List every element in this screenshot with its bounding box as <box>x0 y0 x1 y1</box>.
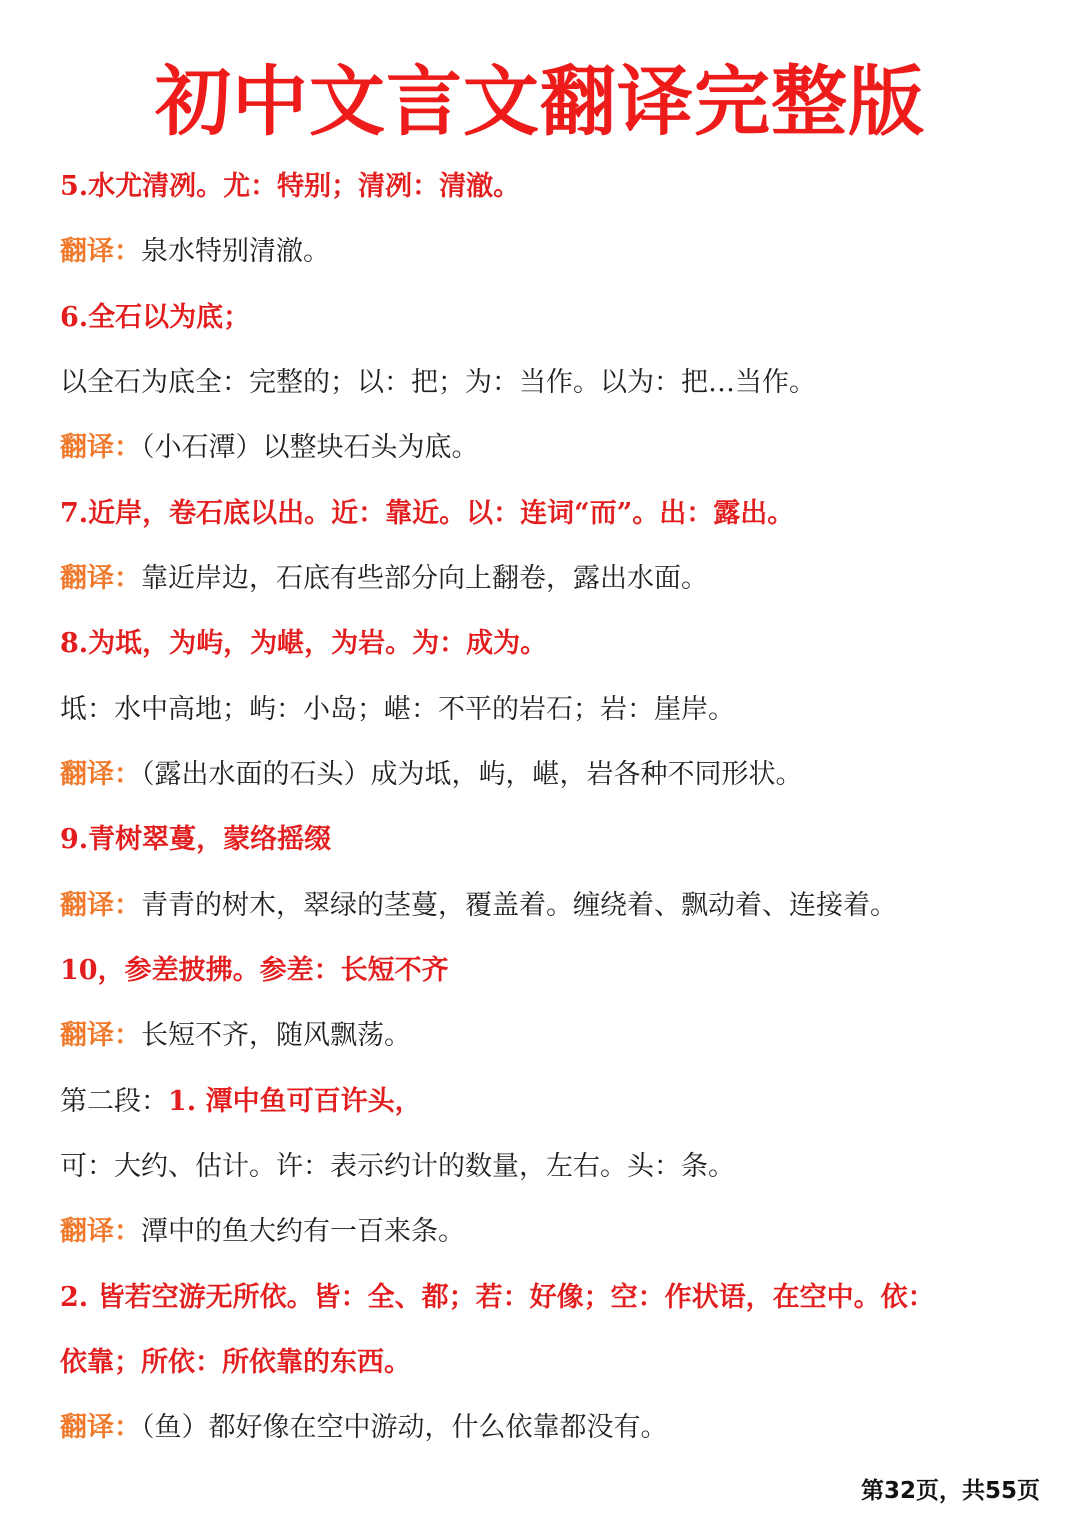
translation-label: 翻译： <box>60 890 141 921</box>
body-text: 第二段： <box>60 1086 168 1117</box>
text-line <box>60 1145 735 1189</box>
source-text: 5.水尤清冽。尤：特别；清冽：清澈。 <box>60 171 521 202</box>
text-line <box>60 1341 411 1385</box>
text-line <box>60 1210 465 1254</box>
text-line <box>60 1406 668 1450</box>
body-text: （露出水面的石头）成为坻，屿，嵁，岩各种不同形状。 <box>141 759 803 790</box>
page-title: 初中文言文翻译完整版 <box>155 57 925 146</box>
translation-label: 翻译： <box>60 236 141 267</box>
text-line <box>60 296 250 340</box>
source-text: 10，参差披拂。参差：长短不齐 <box>60 955 449 986</box>
translation-label: 翻译： <box>60 1216 141 1247</box>
text-line <box>60 688 735 732</box>
text-line <box>60 884 897 928</box>
source-text: 1. 潭中鱼可百许头， <box>168 1086 422 1117</box>
translation-label: 翻译： <box>60 432 141 463</box>
source-text: 7.近岸，卷石底以出。近：靠近。以：连词“而”。出：露出。 <box>60 498 795 529</box>
text-line <box>60 361 816 405</box>
translation-label: 翻译： <box>60 1020 141 1051</box>
text-line <box>60 949 449 993</box>
text-line <box>60 557 708 601</box>
text-line <box>60 165 520 209</box>
text-line <box>60 818 331 862</box>
translation-label: 翻译： <box>60 563 141 594</box>
translation-label: 翻译： <box>60 759 141 790</box>
text-line <box>60 1014 411 1058</box>
source-text: 2. 皆若空游无所依。皆：全、都；若：好像；空：作状语，在空中。依： <box>60 1282 935 1313</box>
body-text: 泉水特别清澈。 <box>141 236 330 267</box>
text-line <box>60 1080 422 1124</box>
translation-label: 翻译： <box>60 1412 141 1443</box>
body-text: 以全石为底全：完整的；以：把；为：当作。以为：把…当作。 <box>60 367 816 398</box>
text-line <box>60 622 547 666</box>
text-line <box>60 426 479 470</box>
source-text: 6.全石以为底； <box>60 302 251 333</box>
page-counter: 第32页，共55页 <box>860 1478 1040 1504</box>
body-text: 坻：水中高地；屿：小岛；嵁：不平的岩石；岩：崖岸。 <box>60 694 735 725</box>
text-line <box>60 1276 935 1320</box>
body-text: 靠近岸边，石底有些部分向上翻卷，露出水面。 <box>141 563 708 594</box>
text-line <box>60 492 794 536</box>
body-text: （鱼）都好像在空中游动，什么依靠都没有。 <box>141 1412 668 1443</box>
body-text: 长短不齐，随风飘荡。 <box>141 1020 411 1051</box>
source-text: 依靠；所依：所依靠的东西。 <box>60 1347 411 1378</box>
source-text: 9.青树翠蔓，蒙络摇缀 <box>60 824 332 855</box>
body-text: （小石潭）以整块石头为底。 <box>141 432 479 463</box>
body-text: 可：大约、估计。许：表示约计的数量，左右。头：条。 <box>60 1151 735 1182</box>
body-text: 潭中的鱼大约有一百来条。 <box>141 1216 465 1247</box>
source-text: 8.为坻，为屿，为嵁，为岩。为：成为。 <box>60 628 548 659</box>
text-line <box>60 753 803 797</box>
text-line <box>60 230 330 274</box>
body-text: 青青的树木，翠绿的茎蔓，覆盖着。缠绕着、飘动着、连接着。 <box>141 890 897 921</box>
